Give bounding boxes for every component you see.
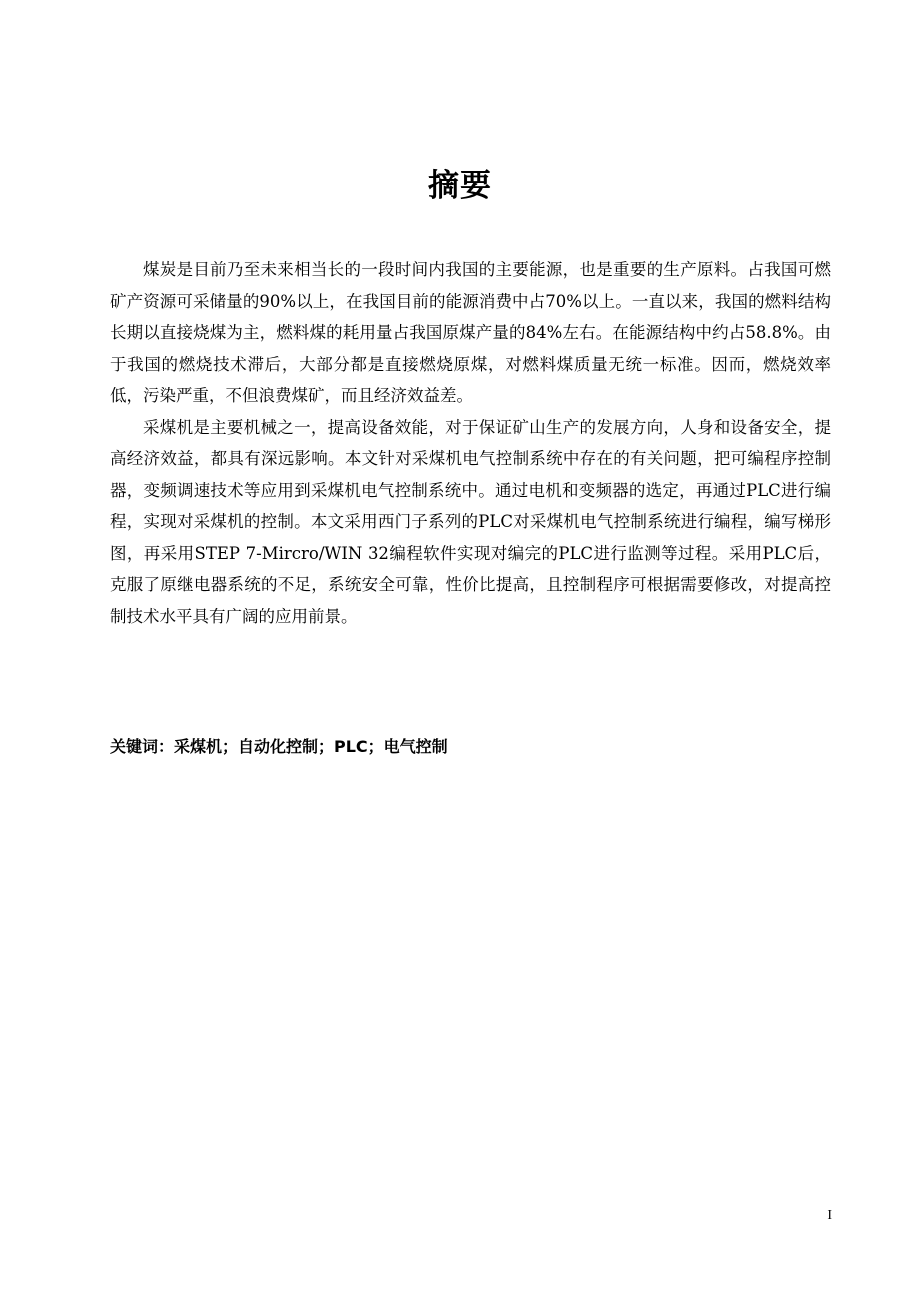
- page-number: I: [827, 1208, 832, 1223]
- abstract-paragraph-2: 采煤机是主要机械之一，提高设备效能，对于保证矿山生产的发展方向，人身和设备安全，提高经济效益，都具有深远影响。本文针对采煤机电气控制系统中存在的有关问题，把可编程序控制器，变频调速技术等应用到采煤机电气控制系统中。通过电机和变频器的选定，再通过PLC进行编程，实现对采煤机的控制。本文采用西门子系列的PLC对采煤机电气控制系统进行编程，编写梯形图，再采用STEP 7-Mircro/WIN 32编程软件实现对编完的PLC进行监测等过程。采用PLC后，克服了原继电器系统的不足，系统安全可靠，性价比提高，且控制程序可根据需要修改，对提高控制技术水平具有广阔的应用前景。: [110, 417, 831, 626]
- abstract-paragraph-1: 煤炭是目前乃至未来相当长的一段时间内我国的主要能源，也是重要的生产原料。占我国可燃矿产资源可采储量的90%以上，在我国目前的能源消费中占70%以上。一直以来，我国的燃料结构长期以直接烧煤为主，燃料煤的耗用量占我国原煤产量的84%左右。在能源结构中约占58.8%。由于我国的燃烧技术滞后，大部分都是直接燃烧原煤，对燃料煤质量无统一标准。因而，燃烧效率低，污染严重，不但浪费煤矿，而且经济效益差。: [110, 260, 831, 405]
- abstract-title: 摘要: [428, 168, 492, 204]
- keywords-line: 关键词：采煤机；自动化控制；PLC；电气控制: [110, 737, 448, 756]
- abstract-body: [110, 254, 831, 632]
